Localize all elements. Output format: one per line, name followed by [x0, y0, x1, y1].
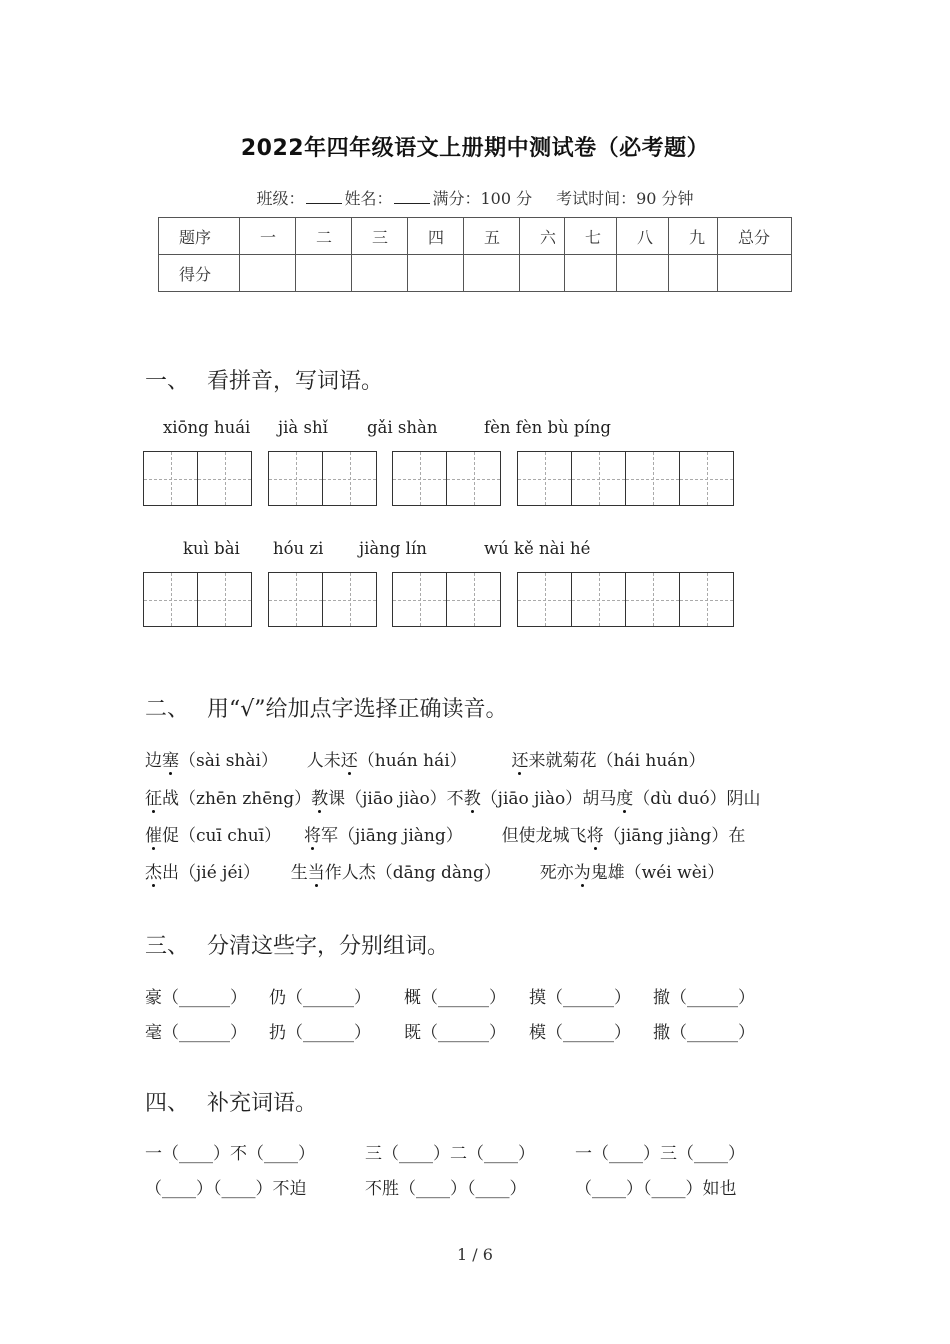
- score-table-score-row: [159, 255, 792, 292]
- text: 死亦: [539, 863, 574, 883]
- name-blank[interactable]: [394, 189, 430, 204]
- score-header-cell: 总分: [718, 218, 792, 255]
- text: 人未: [306, 751, 341, 771]
- score-header-cell: 题序: [159, 218, 240, 255]
- exam-info: [0, 186, 950, 209]
- section-number: 三、: [145, 934, 190, 959]
- section-number: 一、: [145, 369, 190, 394]
- pinyin-choice[interactable]: （huán hái）: [357, 751, 467, 771]
- pinyin-choice[interactable]: 作人杰（dāng dàng）: [324, 863, 501, 883]
- writing-grid[interactable]: [392, 572, 501, 627]
- dotted-char: 将: [304, 821, 321, 846]
- word-blank[interactable]: 毫（______）: [145, 1023, 247, 1043]
- pinyin-choice[interactable]: 促（cuī chuī）: [162, 826, 282, 846]
- exam-time: 考试时间：90 分钟: [556, 189, 694, 208]
- pinyin-choice[interactable]: 来就菊花（hái huán）: [528, 751, 706, 771]
- score-header-cell: 五: [464, 218, 520, 255]
- score-cell[interactable]: [669, 255, 718, 292]
- section-4-heading: [145, 1086, 317, 1117]
- dotted-char: 还: [511, 746, 528, 771]
- name-label: 姓名：: [344, 189, 393, 208]
- section-1-heading: [145, 364, 383, 395]
- pinyin-label: wú kě nài hé: [484, 539, 591, 558]
- idiom-row-2: [145, 1174, 737, 1199]
- score-header-cell: 二: [296, 218, 352, 255]
- word-blank[interactable]: 豪（______）: [145, 988, 247, 1008]
- score-header-cell: 七: [565, 218, 617, 255]
- pinyin-choice[interactable]: 鬼雄（wéi wèi）: [590, 863, 725, 883]
- class-label: 班级：: [256, 189, 305, 208]
- writing-grid[interactable]: [517, 572, 734, 627]
- word-row-1: [145, 983, 755, 1008]
- section-3-heading: [145, 929, 449, 960]
- score-row-label: 得分: [159, 255, 240, 292]
- pinyin-label: jiàng lín: [359, 539, 427, 558]
- word-blank[interactable]: 撤（______）: [653, 988, 755, 1008]
- writing-grid[interactable]: [268, 572, 377, 627]
- page-number: 1 / 6: [457, 1245, 493, 1264]
- score-cell[interactable]: [296, 255, 352, 292]
- text: 生: [290, 863, 308, 883]
- score-header-cell: 一: [240, 218, 296, 255]
- class-blank[interactable]: [306, 189, 342, 204]
- text: 边: [145, 751, 162, 771]
- section-title: 分清这些字，分别组词。: [207, 934, 450, 959]
- reading-line-4: [145, 858, 724, 883]
- score-header-cell: 八: [617, 218, 669, 255]
- page-title: 2022年四年级语文上册期中测试卷（必考题）: [240, 136, 710, 161]
- score-cell[interactable]: [352, 255, 408, 292]
- pinyin-label: kuì bài: [183, 539, 240, 558]
- score-header-cell: 九: [669, 218, 718, 255]
- score-cell[interactable]: [520, 255, 565, 292]
- section-title: 补充词语。: [207, 1091, 318, 1116]
- dotted-char: 催: [145, 821, 162, 846]
- score-cell[interactable]: [408, 255, 464, 292]
- idiom-blank[interactable]: 一（____）不（____）: [145, 1144, 315, 1164]
- writing-grid[interactable]: [143, 451, 252, 506]
- section-number: 四、: [145, 1091, 190, 1116]
- pinyin-choice[interactable]: （jiāo jiào）胡马: [480, 789, 617, 809]
- pinyin-label: fèn fèn bù píng: [484, 418, 611, 437]
- pinyin-choice[interactable]: （sài shài）: [179, 751, 278, 771]
- word-blank[interactable]: 扔（______）: [269, 1023, 371, 1043]
- section-title: 用“√”给加点字选择正确读音。: [207, 697, 508, 722]
- dotted-char: 度: [616, 784, 633, 809]
- idiom-blank[interactable]: （____）（____）不迫: [145, 1179, 307, 1199]
- dotted-char: 将: [587, 821, 604, 846]
- dotted-char: 还: [341, 746, 358, 771]
- dotted-char: 塞: [162, 746, 179, 771]
- reading-line-1: [145, 746, 705, 771]
- section-2-heading: [145, 692, 508, 723]
- idiom-blank[interactable]: 一（____）三（____）: [575, 1144, 745, 1164]
- full-score: 满分：100 分: [432, 189, 533, 208]
- pinyin-label: hóu zi: [273, 539, 324, 558]
- word-blank[interactable]: 既（______）: [404, 1023, 506, 1043]
- score-cell[interactable]: [464, 255, 520, 292]
- score-cell[interactable]: [240, 255, 296, 292]
- idiom-blank[interactable]: （____）（____）如也: [575, 1179, 737, 1199]
- dotted-char: 教: [311, 784, 328, 809]
- writing-grid[interactable]: [268, 451, 377, 506]
- dotted-char: 杰: [145, 858, 162, 883]
- section-title: 看拼音，写词语。: [207, 369, 384, 394]
- text: 但使龙城飞: [501, 826, 587, 846]
- idiom-blank[interactable]: 不胜（____）（____）: [365, 1179, 527, 1199]
- dotted-char: 为: [574, 858, 591, 883]
- pinyin-choice[interactable]: （dù duó）阴山: [633, 789, 761, 809]
- pinyin-choice[interactable]: （jiāng jiàng）在: [603, 826, 746, 846]
- reading-line-2: [145, 784, 761, 809]
- pinyin-label: jià shǐ: [278, 418, 328, 437]
- pinyin-choice[interactable]: 战（zhēn zhēng）: [162, 789, 312, 809]
- word-blank[interactable]: 撒（______）: [653, 1023, 755, 1043]
- writing-grid[interactable]: [392, 451, 501, 506]
- word-blank[interactable]: 仍（______）: [269, 988, 371, 1008]
- score-table: [158, 217, 792, 292]
- word-blank[interactable]: 模（______）: [529, 1023, 631, 1043]
- score-cell[interactable]: [718, 255, 792, 292]
- idiom-blank[interactable]: 三（____）二（____）: [365, 1144, 535, 1164]
- score-header-cell: 六: [520, 218, 565, 255]
- writing-grid[interactable]: [143, 572, 252, 627]
- pinyin-choice[interactable]: 课（jiāo jiào）不: [328, 789, 464, 809]
- pinyin-label: xiōng huái: [163, 418, 251, 437]
- section-number: 二、: [145, 697, 190, 722]
- score-cell[interactable]: [617, 255, 669, 292]
- word-row-2: [145, 1018, 755, 1043]
- dotted-char: 教: [464, 784, 481, 809]
- dotted-char: 当: [308, 858, 325, 883]
- pinyin-choice[interactable]: 军（jiāng jiàng）: [320, 826, 463, 846]
- score-table-header-row: [159, 218, 792, 255]
- dotted-char: 征: [145, 784, 162, 809]
- score-header-cell: 四: [408, 218, 464, 255]
- idiom-row-1: [145, 1139, 745, 1164]
- score-cell[interactable]: [565, 255, 617, 292]
- reading-line-3: [145, 821, 745, 846]
- score-header-cell: 三: [352, 218, 408, 255]
- pinyin-label: gǎi shàn: [367, 418, 438, 437]
- word-blank[interactable]: 摸（______）: [529, 988, 631, 1008]
- pinyin-choice[interactable]: 出（jié jéi）: [162, 863, 260, 883]
- writing-grid[interactable]: [517, 451, 734, 506]
- word-blank[interactable]: 概（______）: [404, 988, 506, 1008]
